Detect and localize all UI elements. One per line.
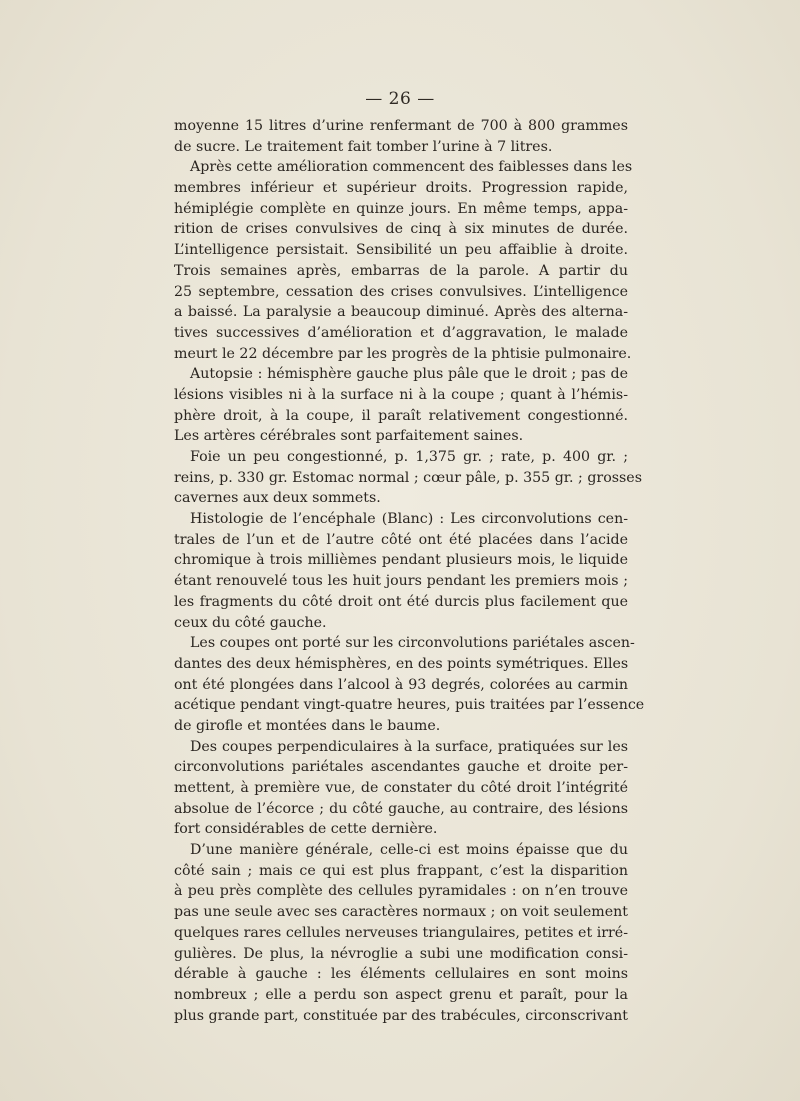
text-line: a baissé. La paralysie a beaucoup diminué. Après des alterna- (174, 304, 628, 321)
text-line: circonvolutions pariétales ascendantes gauche et droite per- (174, 759, 628, 776)
text-line: fort considérables de cette dernière. (174, 821, 438, 838)
text-line: les fragments du côté droit ont été durcis plus facilement que (174, 593, 628, 610)
text-line: dantes des deux hémisphères, en des points symétriques. Elles (174, 655, 629, 672)
text-line: de sucre. Le traitement fait tomber l’urine à 7 litres. (174, 138, 553, 155)
text-line: Les coupes ont porté sur les circonvolutions pariétales ascen- (190, 635, 635, 652)
text-line: trales de l’un et de l’autre côté ont été placées dans l’acide (174, 531, 628, 548)
text-line: côté sain ; mais ce qui est plus frappant, c’est la disparition (174, 862, 628, 879)
text-line: Autopsie : hémisphère gauche plus pâle que le droit ; pas de (190, 366, 628, 383)
text-line: nombreux ; elle a perdu son aspect grenu et paraît, pour la (174, 986, 628, 1003)
text-line: plus grande part, constituée par des trabécules, circonscrivant (174, 1007, 628, 1024)
text-line: moyenne 15 litres d’urine renfermant de 700 à 800 grammes (174, 118, 628, 134)
text-line: Foie un peu congestionné, p. 1,375 gr. ; rate, p. 400 gr. ; (190, 449, 628, 465)
text-line: gulières. De plus, la névroglie a subi une modification consi- (174, 945, 628, 962)
text-line: Après cette amélioration commencent des faiblesses dans les (190, 159, 633, 176)
text-line: absolue de l’écorce ; du côté gauche, au contraire, des lésions (174, 800, 628, 817)
text-line: ont été plongées dans l’alcool à 93 degrés, colorées au carmin (174, 676, 628, 693)
text-line: tives successives d’amélioration et d’aggravation, le malade (174, 324, 628, 341)
text-line: quelques rares cellules nerveuses triangulaires, petites et irré- (174, 924, 628, 941)
text-line: phère droit, à la coupe, il paraît relativement congestionné. (174, 407, 628, 424)
text-line: ceux du côté gauche. (174, 614, 327, 631)
text-line: pas une seule avec ses caractères normaux ; on voit seulement (174, 904, 628, 921)
text-line: chromique à trois millièmes pendant plusieurs mois, le liquide (174, 552, 628, 569)
page-number: — 26 — (365, 89, 435, 109)
text-line: à peu près complète des cellules pyramidales : on n’en trouve (174, 883, 628, 900)
text-line: de girofle et montées dans le baume. (174, 717, 441, 734)
body-text (174, 116, 645, 1026)
text-line: meurt le 22 décembre par les progrès de la phtisie pulmonaire. (174, 345, 632, 362)
text-line: 25 septembre, cessation des crises convulsives. L’intelligence (174, 283, 628, 300)
text-line: D’une manière générale, celle-ci est moins épaisse que du (190, 842, 628, 859)
text-line: hémiplégie complète en quinze jours. En même temps, appa- (174, 200, 628, 217)
text-line: membres inférieur et supérieur droits. Progression rapide, (174, 180, 628, 197)
text-line: L’intelligence persistait. Sensibilité un peu affaiblie à droite. (174, 242, 628, 259)
text-line: acétique pendant vingt-quatre heures, puis traitées par l’essence (174, 697, 645, 714)
text-line: cavernes aux deux sommets. (174, 490, 381, 507)
text-line: dérable à gauche : les éléments cellulaires en sont moins (174, 966, 628, 983)
text-line: étant renouvelé tous les huit jours pendant les premiers mois ; (174, 573, 628, 590)
text-line: reins, p. 330 gr. Estomac normal ; cœur pâle, p. 355 gr. ; grosses (174, 469, 642, 486)
text-line: rition de crises convulsives de cinq à six minutes de durée. (174, 221, 628, 238)
text-line: Les artères cérébrales sont parfaitement saines. (174, 428, 524, 445)
text-line: Des coupes perpendiculaires à la surface, pratiquées sur les (190, 738, 628, 755)
text-line: lésions visibles ni à la surface ni à la coupe ; quant à l’hémis- (174, 386, 628, 403)
text-line: Trois semaines après, embarras de la parole. A partir du (174, 262, 628, 279)
text-line: Histologie de l’encéphale (Blanc) : Les circonvolutions cen- (190, 511, 628, 528)
text-line: mettent, à première vue, de constater du côté droit l’intégrité (174, 780, 628, 796)
